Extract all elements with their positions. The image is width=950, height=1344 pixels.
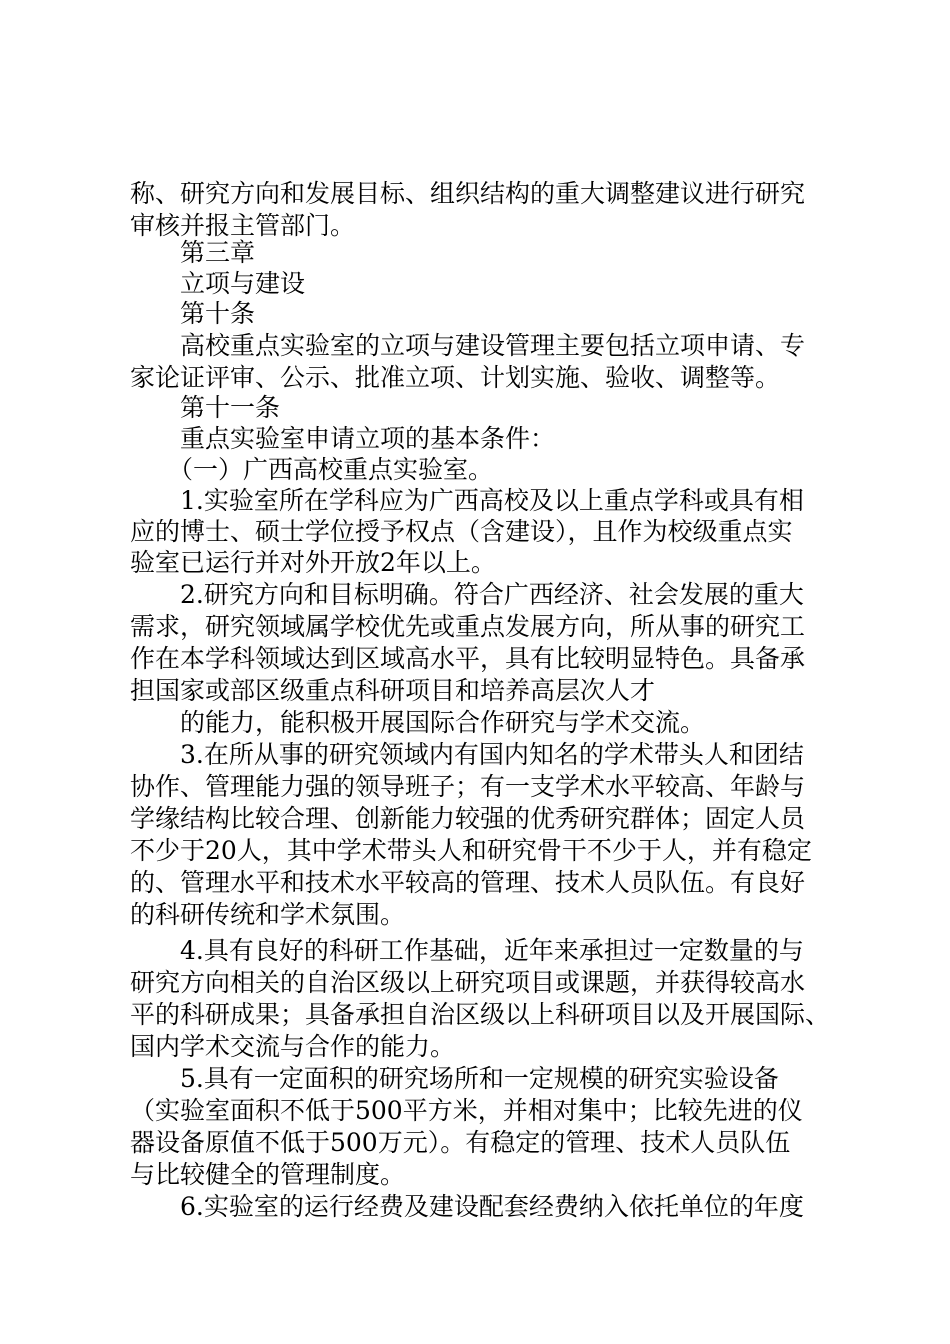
section-heading: （一）广西高校重点实验室。 <box>168 455 494 484</box>
text-line: 应的博士、硕士学位授予权点（含建设），且作为校级重点实 <box>130 517 793 546</box>
list-item: 6.实验室的运行经费及建设配套经费纳入依托单位的年度 <box>180 1192 804 1221</box>
text-line: 担国家或部区级重点科研项目和培养高层次人才 <box>130 676 656 705</box>
text-line: 重点实验室申请立项的基本条件： <box>180 424 556 453</box>
text-line: 不少于20人，其中学术带头人和研究骨干不少于人，并有稳定 <box>130 836 812 865</box>
text-line: 研究方向相关的自治区级以上研究项目或课题，并获得较高水 <box>130 968 806 997</box>
text-line: 协作、管理能力强的领导班子；有一支学术水平较高、年龄与 <box>130 772 806 801</box>
list-item: 3.在所从事的研究领域内有国内知名的学术带头人和团结 <box>180 740 804 769</box>
list-item: 4.具有良好的科研工作基础，近年来承担过一定数量的与 <box>180 936 804 965</box>
text-line: 审核并报主管部门。 <box>130 211 356 240</box>
text-line: 国内学术交流与合作的能力。 <box>130 1032 456 1061</box>
text-line: 需求，研究领域属学校优先或重点发展方向，所从事的研究工 <box>130 612 806 641</box>
list-item: 2.研究方向和目标明确。符合广西经济、社会发展的重大 <box>180 580 804 609</box>
list-item: 5.具有一定面积的研究场所和一定规模的研究实验设备 <box>180 1064 779 1093</box>
text-line: 作在本学科领域达到区域高水平，具有比较明显特色。具备承 <box>130 644 806 673</box>
text-line: 与比较健全的管理制度。 <box>130 1160 406 1189</box>
text-line: 家论证评审、公示、批准立项、计划实施、验收、调整等。 <box>130 363 781 392</box>
text-line: 的科研传统和学术氛围。 <box>130 900 406 929</box>
text-line: 验室已运行并对外开放2年以上。 <box>130 548 496 577</box>
text-line: 称、研究方向和发展目标、组织结构的重大调整建议进行研究 <box>130 179 806 208</box>
text-line: 器设备原值不低于500万元）。有稳定的管理、技术人员队伍 <box>130 1128 791 1157</box>
article-heading: 第十条 <box>180 299 256 328</box>
text-line: 学缘结构比较合理、创新能力较强的优秀研究群体；固定人员 <box>130 804 806 833</box>
chapter-heading: 第三章 <box>180 238 256 267</box>
text-line: 高校重点实验室的立项与建设管理主要包括立项申请、专 <box>180 331 806 360</box>
chapter-title: 立项与建设 <box>180 269 306 298</box>
text-line: 平的科研成果；具备承担自治区级以上科研项目以及开展国际、 <box>130 1000 831 1029</box>
list-item: 1.实验室所在学科应为广西高校及以上重点学科或具有相 <box>180 486 804 515</box>
text-line: 的、管理水平和技术水平较高的管理、技术人员队伍。有良好 <box>130 868 806 897</box>
article-heading: 第十一条 <box>180 393 281 422</box>
text-line: （实验室面积不低于500平方米，并相对集中；比较先进的仪 <box>130 1096 803 1125</box>
text-line: 的能力，能积极开展国际合作研究与学术交流。 <box>180 708 706 737</box>
